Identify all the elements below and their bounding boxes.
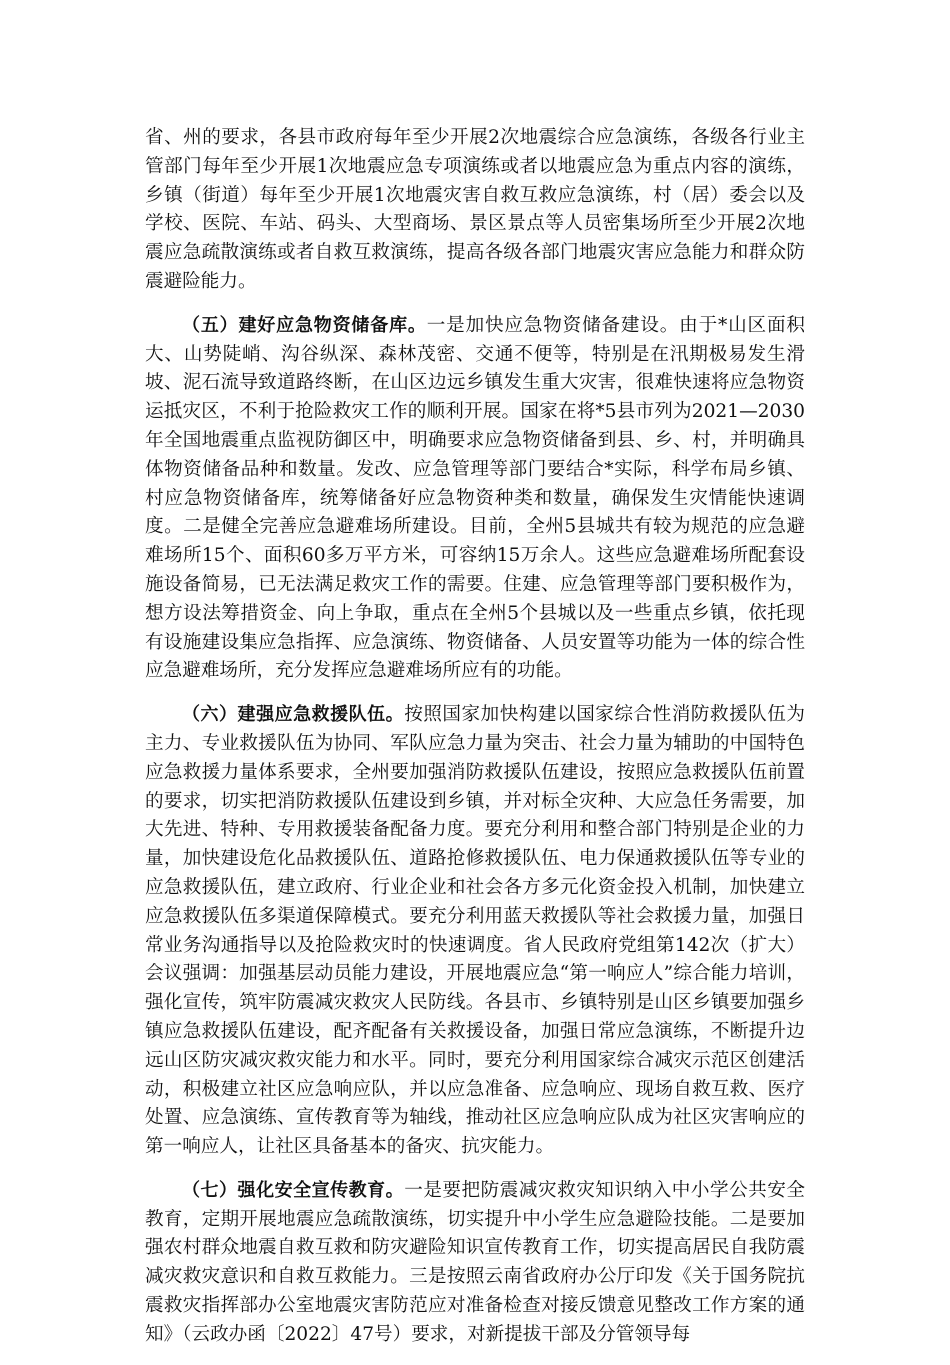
section-heading: （五）建好应急物资储备库。 [182,314,427,336]
paragraph-body: 省、州的要求，各县市政府每年至少开展2次地震综合应急演练，各级各行业主管部门每年至少开展1次地震应急专项演练或者以地震应急为重点内容的演练，乡镇（街道）每年至少开展1次地震灾害自救互救应急演练，村（居）委会以及学校、医院、车站、码头、大型商场、景区景点等人员密集场所至少开展2次地震应急疏散演练或者自救互救演练，提高各级各部门地震灾害应急能力和群众防震避险能力。 [145,127,805,292]
paragraph-drill-requirements [145,124,805,297]
section-heading: （六）建强应急救援队伍。 [182,704,405,726]
paragraph-body: 一是加快应急物资储备建设。由于*山区面积大、山势陡峭、沟谷纵深、森林茂密、交通不便等，特别是在汛期极易发生滑坡、泥石流导致道路终断，在山区边远乡镇发生重大灾害，很难快速将应急物资运抵灾区，不利于抢险救灾工作的顺利开展。国家在将*5县市列为2021—2030年全国地震重点监视防御区中，明确要求应急物资储备到县、乡、村，并明确具体物资储备品种和数量。发改、应急管理等部门要结合*实际，科学布局乡镇、村应急物资储备库，统筹储备好应急物资种类和数量，确保发生灾情能快速调度。二是健全完善应急避难场所建设。目前，全州5县城共有较为规范的应急避难场所15个、面积60多万平方米，可容纳15万余人。这些应急避难场所配套设施设备简易，已无法满足救灾工作的需要。住建、应急管理等部门要积极作为，想方设法筹措资金、向上争取，重点在全州5个县城以及一些重点乡镇，依托现有设施建设集应急指挥、应急演练、物资储备、人员安置等功能为一体的综合性应急避难场所，充分发挥应急避难场所应有的功能。 [145,314,805,682]
paragraph-body: 一是要把防震减灾救灾知识纳入中小学公共安全教育，定期开展地震应急疏散演练，切实提升中小学生应急避险技能。二是要加强农村群众地震自救互救和防灾避险知识宣传教育工作，切实提高居民自我防震减灾救灾意识和自救互救能力。三是按照云南省政府办公厅印发《关于国务院抗震救灾指挥部办公室地震灾害防范应对准备检查对接反馈意见整改工作方案的通知》（云政办函〔2022〕47号）要求，对新提拔干部及分管领导每 [145,1179,805,1345]
section-heading: （七）强化安全宣传教育。 [182,1179,405,1201]
paragraph-safety-education [145,1177,805,1350]
paragraph-body: 按照国家加快构建以国家综合性消防救援队伍为主力、专业救援队伍为协同、军队应急力量为突击、社会力量为辅助的中国特色应急救援力量体系要求，全州要加强消防救援队伍建设，按照应急救援队伍前置的要求，切实把消防救援队伍建设到乡镇，并对标全灾种、大应急任务需要，加大先进、特种、专用救援装备配备力度。要充分利用和整合部门特别是企业的力量，加快建设危化品救援队伍、道路抢修救援队伍、电力保通救援队伍等专业的应急救援队伍，建立政府、行业企业和社会各方多元化资金投入机制，加快建立应急救援队伍多渠道保障模式。要充分利用蓝天救援队等社会救援力量，加强日常业务沟通指导以及抢险救灾时的快速调度。省人民政府党组第142次（扩大）会议强调：加强基层动员能力建设，开展地震应急“第一响应人”综合能力培训，强化宣传，筑牢防震减灾救灾人民防线。各县市、乡镇特别是山区乡镇要加强乡镇应急救援队伍建设，配齐配备有关救援设备，加强日常应急演练，不断提升边远山区防灾减灾救灾能力和水平。同时，要充分利用国家综合减灾示范区创建活动，积极建立社区应急响应队，并以应急准备、应急响应、现场自救互救、医疗处置、应急演练、宣传教育等为轴线，推动社区应急响应队成为社区灾害响应的第一响应人，让社区具备基本的备灾、抗灾能力。 [145,704,805,1158]
paragraph-rescue-teams [145,701,805,1162]
document-page [145,124,805,1365]
paragraph-emergency-supplies [145,312,805,686]
